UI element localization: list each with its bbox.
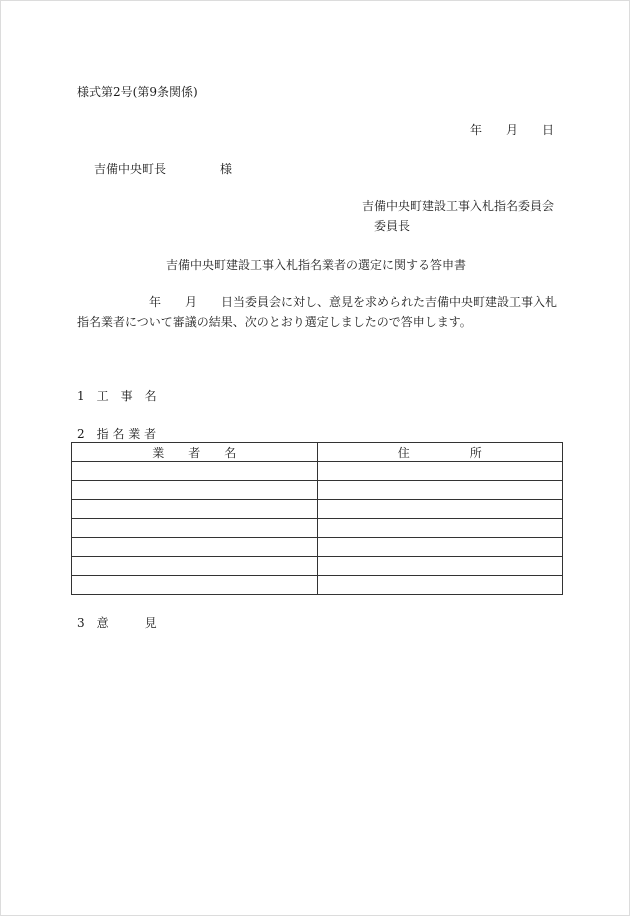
table-row: [72, 557, 563, 576]
table-cell-address: [317, 500, 563, 519]
date-line: 年 月 日: [470, 123, 555, 137]
section-opinion: 3 意 見: [77, 616, 157, 630]
table-row: [72, 462, 563, 481]
table-row: [72, 538, 563, 557]
table-cell-address: [317, 462, 563, 481]
table-cell-address: [317, 576, 563, 595]
body-line-2: 指名業者について審議の結果、次のとおり選定しましたので答申します。: [77, 315, 472, 329]
table-cell-address: [317, 538, 563, 557]
document-title: 吉備中央町建設工事入札指名業者の選定に関する答申書: [166, 258, 467, 272]
table-cell-name: [72, 576, 318, 595]
table-row: [72, 481, 563, 500]
header-address: 住 所: [317, 443, 563, 462]
sender-committee: 吉備中央町建設工事入札指名委員会: [362, 199, 555, 213]
honorific: 様: [220, 162, 233, 176]
table-cell-address: [317, 519, 563, 538]
form-number: 様式第2号(第9条関係): [77, 85, 198, 99]
contractors-table: [71, 442, 563, 595]
table-cell-name: [72, 462, 318, 481]
table-row: [72, 576, 563, 595]
table-cell-name: [72, 538, 318, 557]
table-cell-name: [72, 557, 318, 576]
section-construction-name: 1 工 事 名: [77, 389, 157, 403]
table-header-row: [72, 443, 563, 462]
table-cell-address: [317, 481, 563, 500]
sender-chair: 委員長: [374, 219, 411, 233]
section-designated-contractors: 2 指 名 業 者: [77, 427, 157, 441]
addressee: 吉備中央町長: [94, 162, 167, 176]
table-cell-name: [72, 500, 318, 519]
header-contractor-name: 業 者 名: [72, 443, 318, 462]
table-row: [72, 500, 563, 519]
body-line-1: 年 月 日当委員会に対し、意見を求められた吉備中央町建設工事入札: [149, 295, 558, 309]
table-row: [72, 519, 563, 538]
table-cell-name: [72, 481, 318, 500]
table-cell-address: [317, 557, 563, 576]
table-cell-name: [72, 519, 318, 538]
